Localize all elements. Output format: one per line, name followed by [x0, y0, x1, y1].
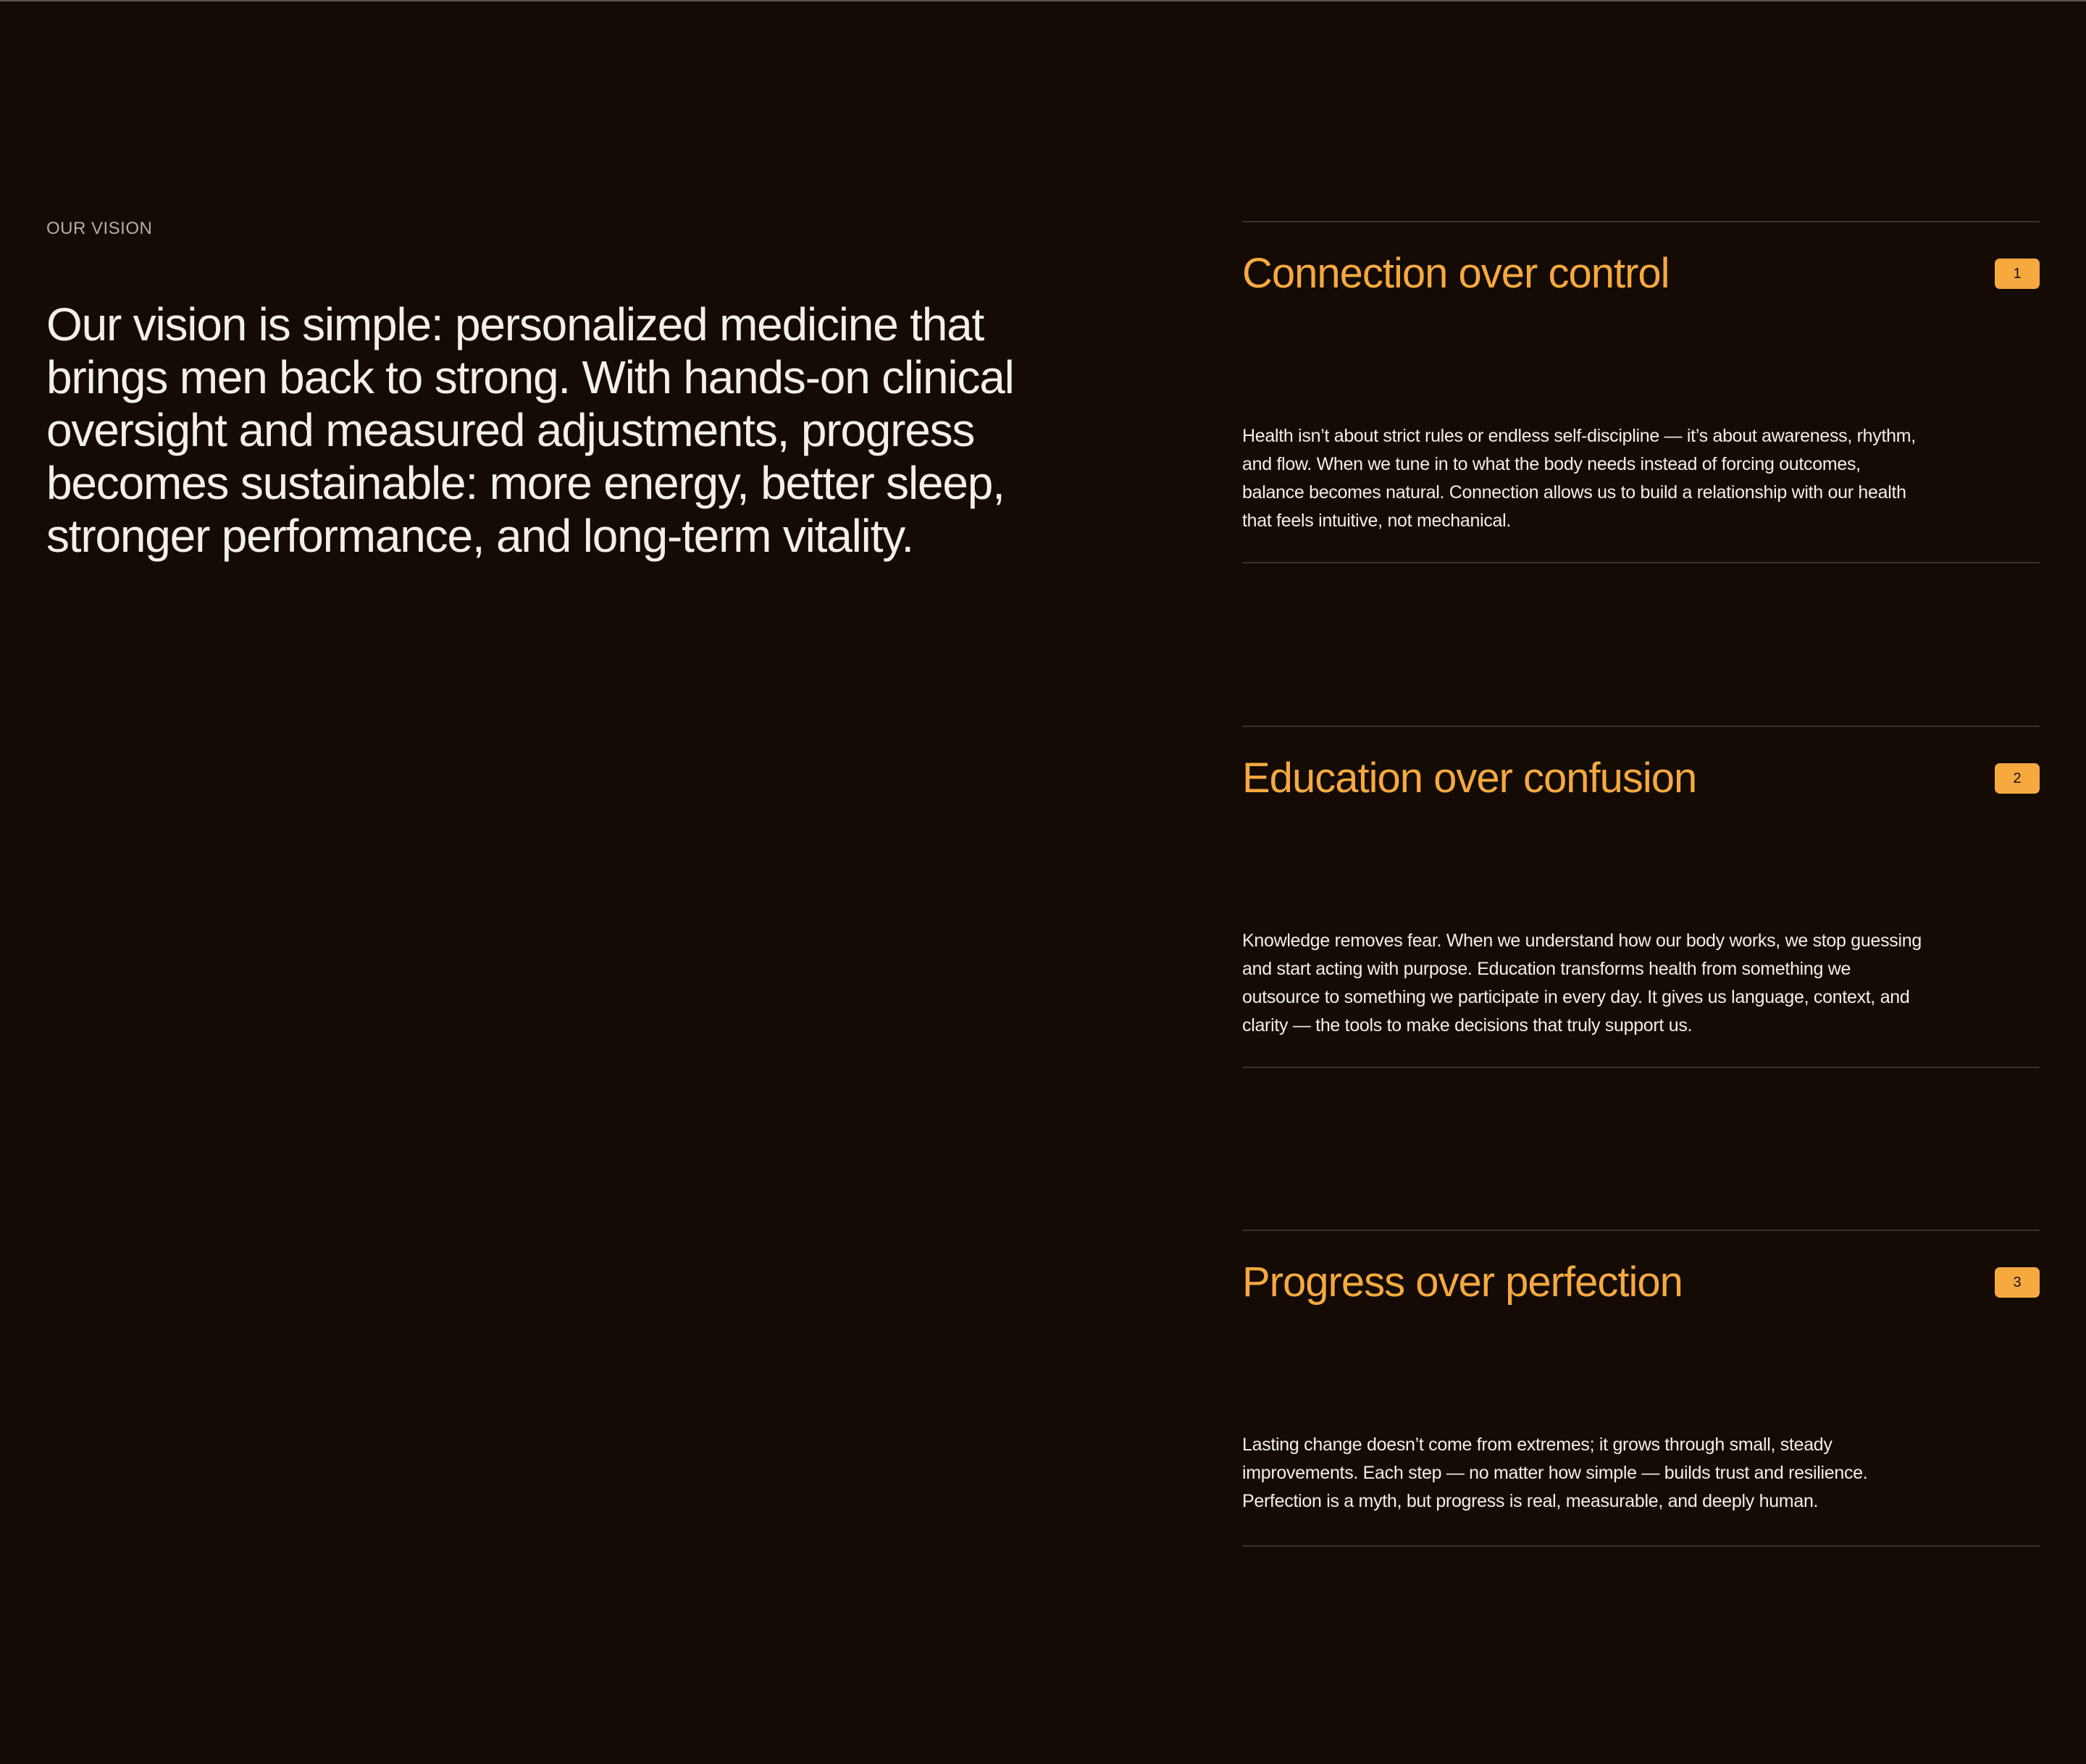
pillar-progress	[1242, 1230, 2040, 1547]
pillar-connection	[1242, 221, 2040, 563]
top-divider	[0, 0, 2086, 1]
pillar-education	[1242, 726, 2040, 1068]
pillar-number-badge: 2	[1995, 763, 2040, 794]
pillar-title: Progress over perfection	[1242, 1259, 1683, 1306]
pillar-description: Lasting change doesn’t come from extremes; it grows through small, steady improvements. Each step — no matter how simple — builds trust and resilience. Perfection is a myth, but progress is real, measurable, and deeply human.	[1242, 1435, 1868, 1511]
pillar-title: Education over confusion	[1242, 755, 1697, 802]
pillar-description: Health isn’t about strict rules or endless self-discipline — it’s about awareness, rhythm, and flow. When we tune in to what the body needs instead of forcing outcomes, balance becomes natural. Connection allows us to build a relationship with our health that feels intuitive, not mechanical.	[1242, 426, 1916, 531]
pillar-description: Knowledge removes fear. When we understand how our body works, we stop guessing and start acting with purpose. Education transforms health from something we outsource to something we participate in every day. It gives us language, context, and clarity — the tools to make decisions that truly support us.	[1242, 931, 1922, 1036]
vision-statement: Our vision is simple: personalized medicine that brings men back to strong. With hands-on clinical oversight and measured adjustments, progress becomes sustainable: more energy, better sleep, stronger performance, and long-term vitality.	[46, 298, 1014, 562]
pillar-number-badge: 3	[1995, 1267, 2040, 1298]
pillar-number-badge: 1	[1995, 259, 2040, 289]
vision-eyebrow: OUR VISION	[46, 219, 153, 238]
vision-section	[46, 217, 1060, 562]
pillar-title: Connection over control	[1242, 250, 1670, 297]
